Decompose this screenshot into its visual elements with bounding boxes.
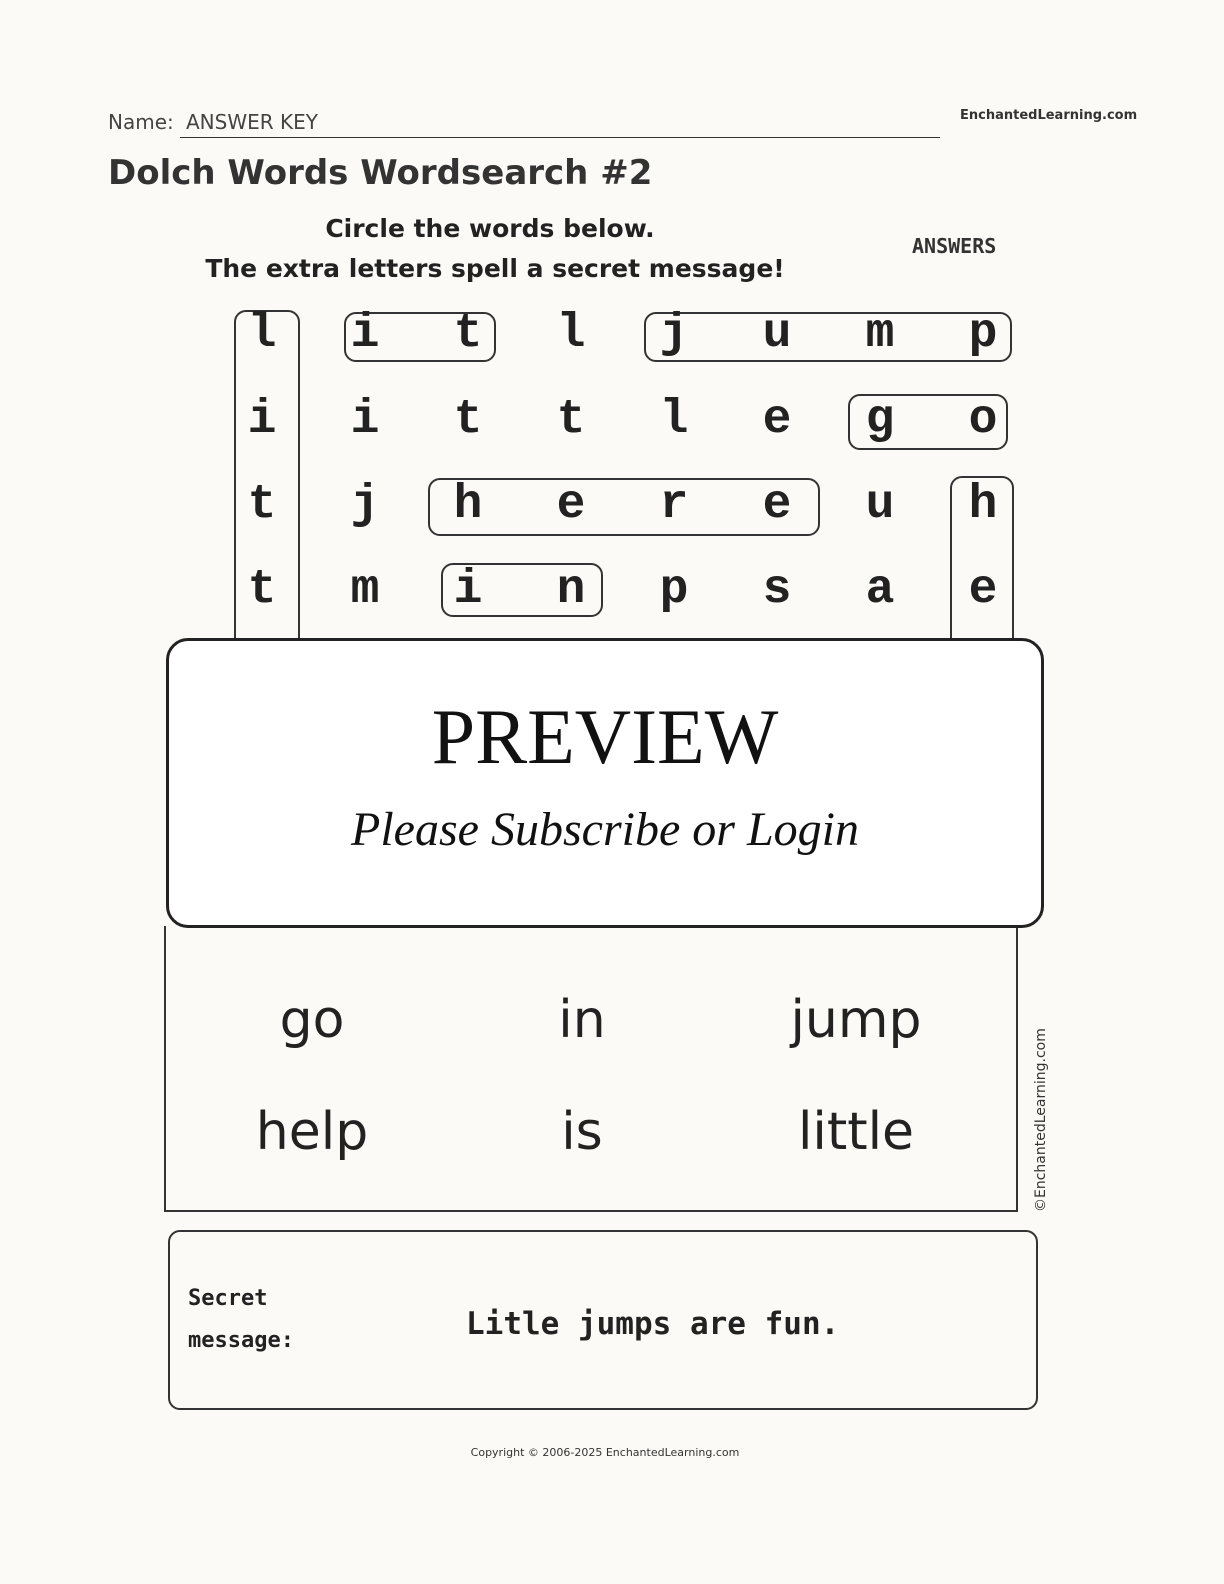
word-list-item: go: [279, 990, 345, 1050]
instruction-line-2: The extra letters spell a secret message!: [205, 254, 785, 283]
grid-cell: i: [350, 307, 380, 361]
word-list-box: [164, 926, 1018, 1212]
grid-cell: a: [865, 563, 895, 617]
word-list-item: jump: [790, 990, 922, 1050]
grid-cell: e: [556, 478, 586, 532]
grid-cell: t: [453, 307, 483, 361]
grid-cell: t: [453, 393, 483, 447]
grid-cell: n: [556, 563, 586, 617]
grid-cell: p: [968, 307, 998, 361]
grid-cell: m: [350, 563, 380, 617]
word-list-item: in: [558, 990, 606, 1050]
grid-cell: i: [350, 393, 380, 447]
grid-cell: t: [247, 478, 277, 532]
answers-label: ANSWERS: [912, 234, 997, 258]
grid-cell: j: [659, 307, 689, 361]
grid-cell: u: [762, 307, 792, 361]
grid-cell: e: [762, 478, 792, 532]
word-list-item: little: [797, 1102, 915, 1162]
name-field[interactable]: ANSWER KEY: [180, 110, 940, 138]
grid-cell: o: [968, 393, 998, 447]
grid-cell: h: [453, 478, 483, 532]
copyright-footer: Copyright © 2006-2025 EnchantedLearning.com: [470, 1446, 740, 1459]
subscribe-login-link[interactable]: Please Subscribe or Login: [351, 803, 859, 856]
grid-cell: u: [865, 478, 895, 532]
grid-cell: l: [659, 393, 689, 447]
grid-cell: r: [659, 478, 689, 532]
site-logo[interactable]: EnchantedLearning.com: [960, 108, 1138, 123]
grid-cell: t: [556, 393, 586, 447]
name-label: Name:: [108, 110, 174, 134]
instruction-line-1: Circle the words below.: [325, 214, 655, 243]
side-credit: ©EnchantedLearning.com: [1033, 1028, 1049, 1212]
grid-cell: e: [762, 393, 792, 447]
grid-cell: i: [247, 393, 277, 447]
grid-cell: e: [968, 563, 998, 617]
secret-message-text: Litle jumps are fun.: [466, 1306, 840, 1342]
word-list-item: help: [255, 1102, 369, 1162]
grid-cell: l: [247, 307, 277, 361]
grid-cell: p: [659, 563, 689, 617]
grid-cell: j: [350, 478, 380, 532]
grid-cell: t: [247, 563, 277, 617]
preview-title: PREVIEW: [431, 693, 779, 780]
grid-cell: i: [453, 563, 483, 617]
grid-cell: s: [762, 563, 792, 617]
grid-cell: h: [968, 478, 998, 532]
grid-cell: m: [865, 307, 895, 361]
secret-message-label: Secret message:: [188, 1286, 294, 1353]
word-list-item: is: [561, 1102, 603, 1162]
grid-cell: l: [556, 307, 586, 361]
preview-overlay[interactable]: [166, 638, 1044, 928]
page-title: Dolch Words Wordsearch #2: [108, 153, 653, 193]
grid-cell: g: [865, 393, 895, 447]
